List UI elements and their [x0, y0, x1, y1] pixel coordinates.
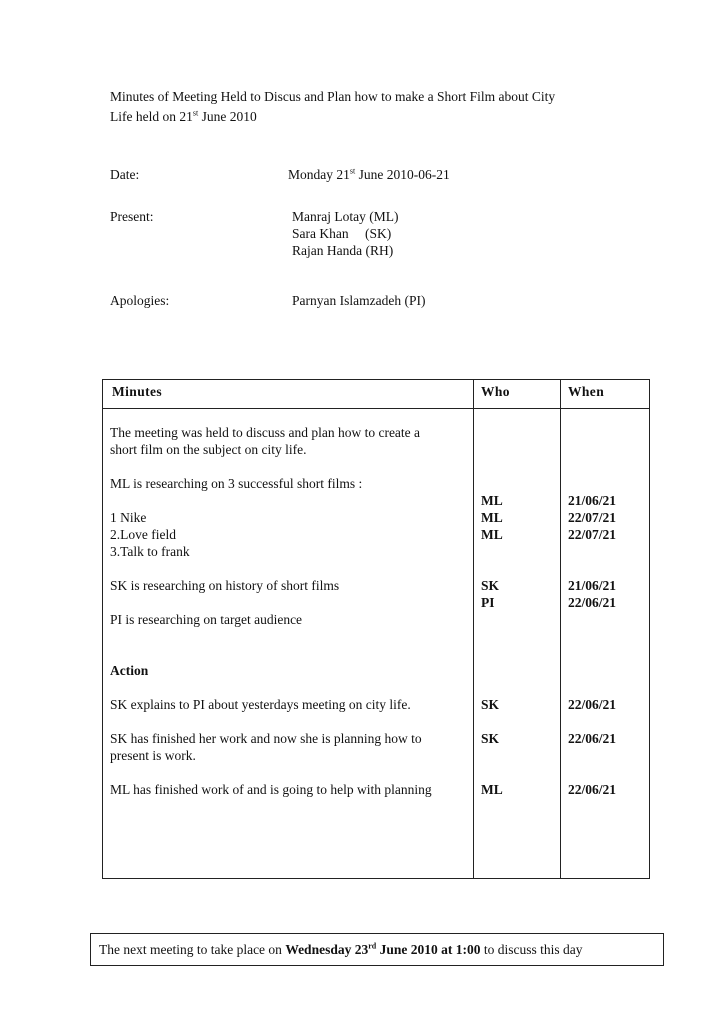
when-entry: 22/07/21 — [568, 510, 617, 525]
title-line-2: Life held on 21st June 2010 — [110, 108, 257, 124]
present-label: Present: — [110, 209, 154, 224]
who-entry — [481, 645, 503, 662]
who-entry — [481, 560, 503, 577]
header-when: When — [568, 384, 605, 399]
minutes-line — [110, 560, 432, 577]
who-entry — [481, 764, 503, 781]
when-entry — [568, 560, 616, 577]
when-entry — [568, 747, 616, 764]
who-entry: SK — [481, 731, 500, 746]
apologies-value: Parnyan Islamzadeh (PI) — [292, 293, 426, 308]
when-entry: 22/06/21 — [568, 782, 617, 797]
header-minutes: Minutes — [112, 384, 163, 399]
when-entry — [568, 628, 616, 645]
who-entry: ML — [481, 493, 503, 508]
when-entry — [568, 662, 616, 679]
who-column — [481, 424, 503, 798]
when-entry: 22/06/21 — [568, 731, 617, 746]
who-entry: ML — [481, 510, 503, 525]
who-entry — [481, 747, 503, 764]
next-meeting-box: The next meeting to take place on Wednesday 23rd June 2010 at 1:00 to discuss this day — [90, 933, 664, 966]
when-entry — [568, 458, 616, 475]
minutes-line: ML has finished work of and is going to help with planning — [110, 782, 432, 797]
minutes-line: SK explains to PI about yesterdays meeting on city life. — [110, 697, 411, 712]
when-entry — [568, 679, 616, 696]
column-divider — [473, 380, 474, 878]
who-entry: SK — [481, 578, 500, 593]
who-entry: ML — [481, 782, 503, 797]
minutes-line: Action — [110, 663, 149, 678]
who-entry — [481, 424, 503, 441]
date-value: Monday 21st June 2010-06-21 — [288, 166, 450, 182]
when-entry: 22/06/21 — [568, 697, 617, 712]
when-entry: 21/06/21 — [568, 578, 617, 593]
minutes-line: PI is researching on target audience — [110, 612, 303, 627]
column-divider — [560, 380, 561, 878]
header-who: Who — [481, 384, 510, 399]
when-entry — [568, 424, 616, 441]
apologies-label: Apologies: — [110, 293, 170, 308]
who-entry — [481, 628, 503, 645]
present-person: Manraj Lotay (ML) — [292, 209, 399, 224]
minutes-line: 1 Nike — [110, 510, 147, 525]
when-entry — [568, 764, 616, 781]
who-entry — [481, 458, 503, 475]
title-line-1: Minutes of Meeting Held to Discus and Plan how to make a Short Film about City — [110, 89, 556, 104]
present-list — [292, 208, 398, 259]
minutes-line — [110, 713, 432, 730]
when-entry: 22/06/21 — [568, 595, 617, 610]
minutes-column — [110, 424, 432, 798]
who-entry — [481, 611, 503, 628]
date-label: Date: — [110, 167, 140, 182]
minutes-line — [110, 645, 432, 662]
who-entry — [481, 713, 503, 730]
minutes-line: short film on the subject on city life. — [110, 442, 307, 457]
who-entry — [481, 662, 503, 679]
when-entry: 22/07/21 — [568, 527, 617, 542]
when-entry — [568, 713, 616, 730]
present-person: Rajan Handa (RH) — [292, 243, 394, 258]
minutes-line: 2.Love field — [110, 527, 176, 542]
when-entry — [568, 475, 616, 492]
minutes-line — [110, 594, 432, 611]
when-entry: 21/06/21 — [568, 493, 617, 508]
minutes-line: present is work. — [110, 748, 196, 763]
minutes-table — [102, 379, 650, 879]
minutes-line: ML is researching on 3 successful short films : — [110, 476, 363, 491]
when-entry — [568, 441, 616, 458]
minutes-line — [110, 492, 432, 509]
who-entry — [481, 441, 503, 458]
minutes-line — [110, 764, 432, 781]
minutes-line: The meeting was held to discuss and plan how to create a — [110, 425, 421, 440]
present-person: Sara Khan (SK) — [292, 226, 392, 241]
minutes-line: 3.Talk to frank — [110, 544, 190, 559]
when-entry — [568, 645, 616, 662]
who-entry: SK — [481, 697, 500, 712]
minutes-line: SK has finished her work and now she is planning how to — [110, 731, 422, 746]
who-entry — [481, 679, 503, 696]
when-column — [568, 424, 616, 798]
when-entry — [568, 543, 616, 560]
who-entry — [481, 543, 503, 560]
minutes-line — [110, 628, 432, 645]
minutes-line — [110, 679, 432, 696]
who-entry: PI — [481, 595, 495, 610]
who-entry: ML — [481, 527, 503, 542]
when-entry — [568, 611, 616, 628]
who-entry — [481, 475, 503, 492]
document-title — [110, 88, 650, 128]
minutes-line — [110, 458, 432, 475]
minutes-line: SK is researching on history of short films — [110, 578, 340, 593]
